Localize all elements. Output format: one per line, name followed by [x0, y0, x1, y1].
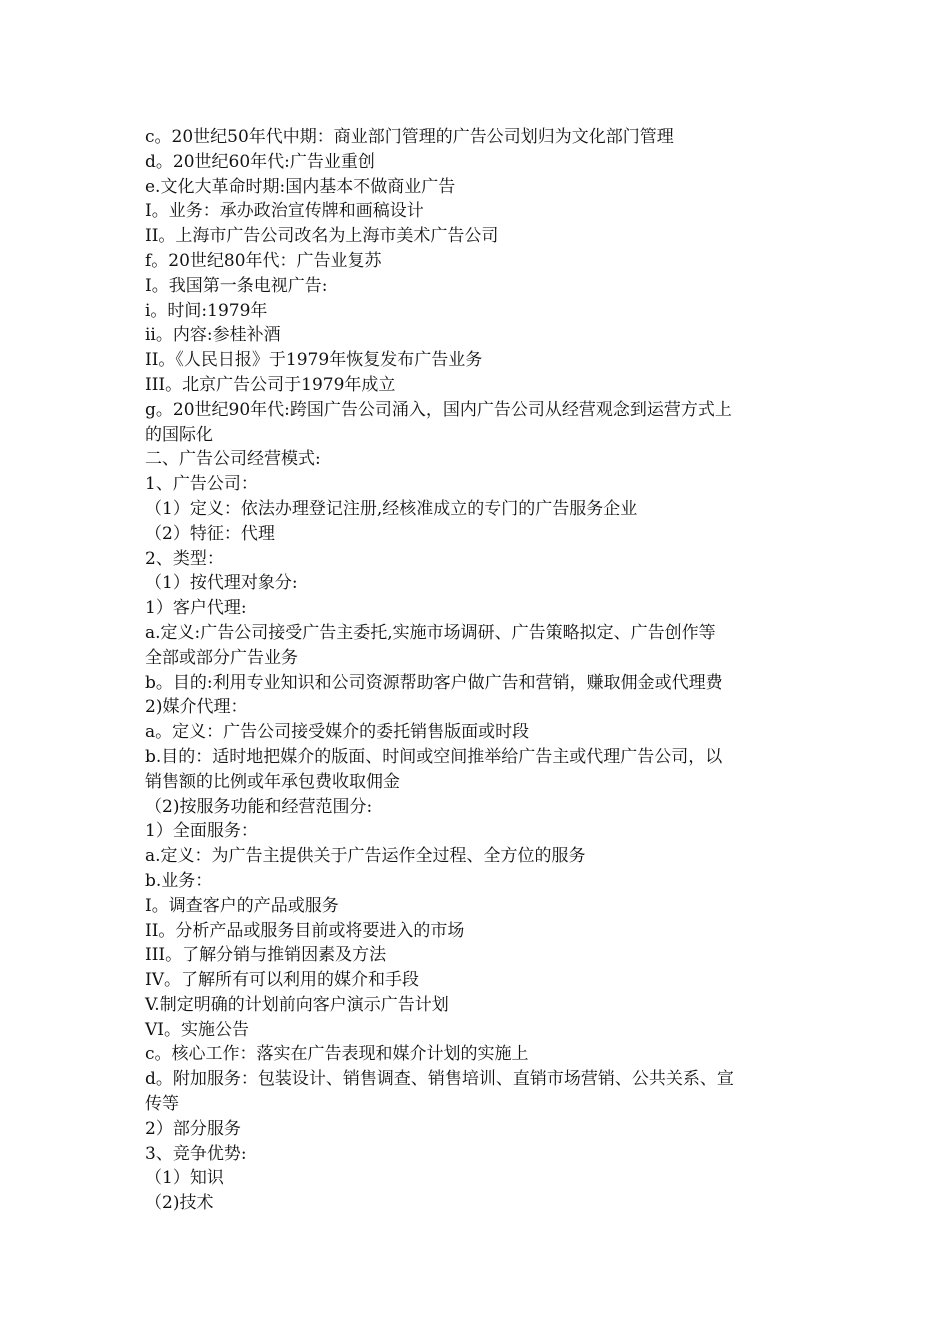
- text-line: （1）定义：依法办理登记注册,经核准成立的专门的广告服务企业: [145, 498, 638, 519]
- text-line: a.定义：为广告主提供关于广告运作全过程、全方位的服务: [145, 846, 586, 867]
- text-line: 全部或部分广告业务: [145, 647, 298, 668]
- text-line: 1）客户代理:: [145, 598, 247, 619]
- text-line: （2)按服务功能和经营范围分:: [145, 796, 373, 817]
- text-line: 1）全面服务：: [145, 821, 258, 842]
- text-line: 的国际化: [145, 424, 213, 445]
- text-line: d。20世纪60年代:广告业重创: [145, 151, 375, 172]
- text-line: III。了解分销与推销因素及方法: [145, 945, 387, 966]
- section-heading: 二、广告公司经营模式:: [145, 449, 321, 470]
- text-line: （1）按代理对象分:: [145, 573, 298, 594]
- text-line: 2、类型：: [145, 548, 224, 569]
- text-line: g。20世纪90年代:跨国广告公司涌入，国内广告公司从经营观念到运营方式上: [145, 399, 732, 420]
- text-line: （2)技术: [145, 1193, 214, 1214]
- text-line: ii。内容:参桂补酒: [145, 325, 281, 346]
- text-line: V.制定明确的计划前向客户演示广告计划: [145, 994, 449, 1015]
- text-line: b.业务：: [145, 870, 213, 891]
- text-line: c。核心工作：落实在广告表现和媒介计划的实施上: [145, 1044, 529, 1065]
- text-line: c。20世纪50年代中期：商业部门管理的广告公司划归为文化部门管理: [145, 127, 674, 147]
- text-line: 3、竞争优势:: [145, 1143, 247, 1164]
- document-body: [145, 125, 810, 1216]
- text-line: II。分析产品或服务目前或将要进入的市场: [145, 920, 465, 941]
- text-line: 传等: [145, 1094, 179, 1115]
- text-line: a.定义:广告公司接受广告主委托,实施市场调研、广告策略拟定、广告创作等: [145, 622, 716, 643]
- text-line: a。定义：广告公司接受媒介的委托销售版面或时段: [145, 722, 530, 743]
- text-line: f。20世纪80年代：广告业复苏: [145, 250, 382, 271]
- text-line: （2）特征：代理: [145, 523, 275, 544]
- text-line: 销售额的比例或年承包费收取佣金: [145, 771, 400, 792]
- text-line: IV。了解所有可以利用的媒介和手段: [145, 970, 419, 991]
- text-line: i。时间:1979年: [145, 300, 268, 321]
- text-line: 1、广告公司：: [145, 474, 258, 495]
- text-line: I。调查客户的产品或服务: [145, 895, 339, 916]
- text-line: III。北京广告公司于1979年成立: [145, 374, 396, 395]
- text-line: d。附加服务：包装设计、销售调查、销售培训、直销市场营销、公共关系、宣: [145, 1069, 734, 1090]
- text-line: （1）知识: [145, 1168, 224, 1189]
- text-line: VI。实施公告: [145, 1019, 249, 1040]
- text-line: I。业务：承办政治宣传牌和画稿设计: [145, 201, 424, 222]
- text-line: 2）部分服务: [145, 1118, 241, 1139]
- text-line: II。上海市广告公司改名为上海市美术广告公司: [145, 226, 499, 247]
- text-line: e.文化大革命时期:国内基本不做商业广告: [145, 176, 456, 197]
- text-line: I。我国第一条电视广告:: [145, 275, 328, 296]
- text-line: b.目的：适时地把媒介的版面、时间或空间推举给广告主或代理广告公司，以: [145, 746, 723, 767]
- text-line: II。《人民日报》于1979年恢复发布广告业务: [145, 350, 483, 371]
- text-line: b。目的:利用专业知识和公司资源帮助客户做广告和营销，赚取佣金或代理费: [145, 672, 723, 693]
- text-line: 2)媒介代理：: [145, 697, 248, 718]
